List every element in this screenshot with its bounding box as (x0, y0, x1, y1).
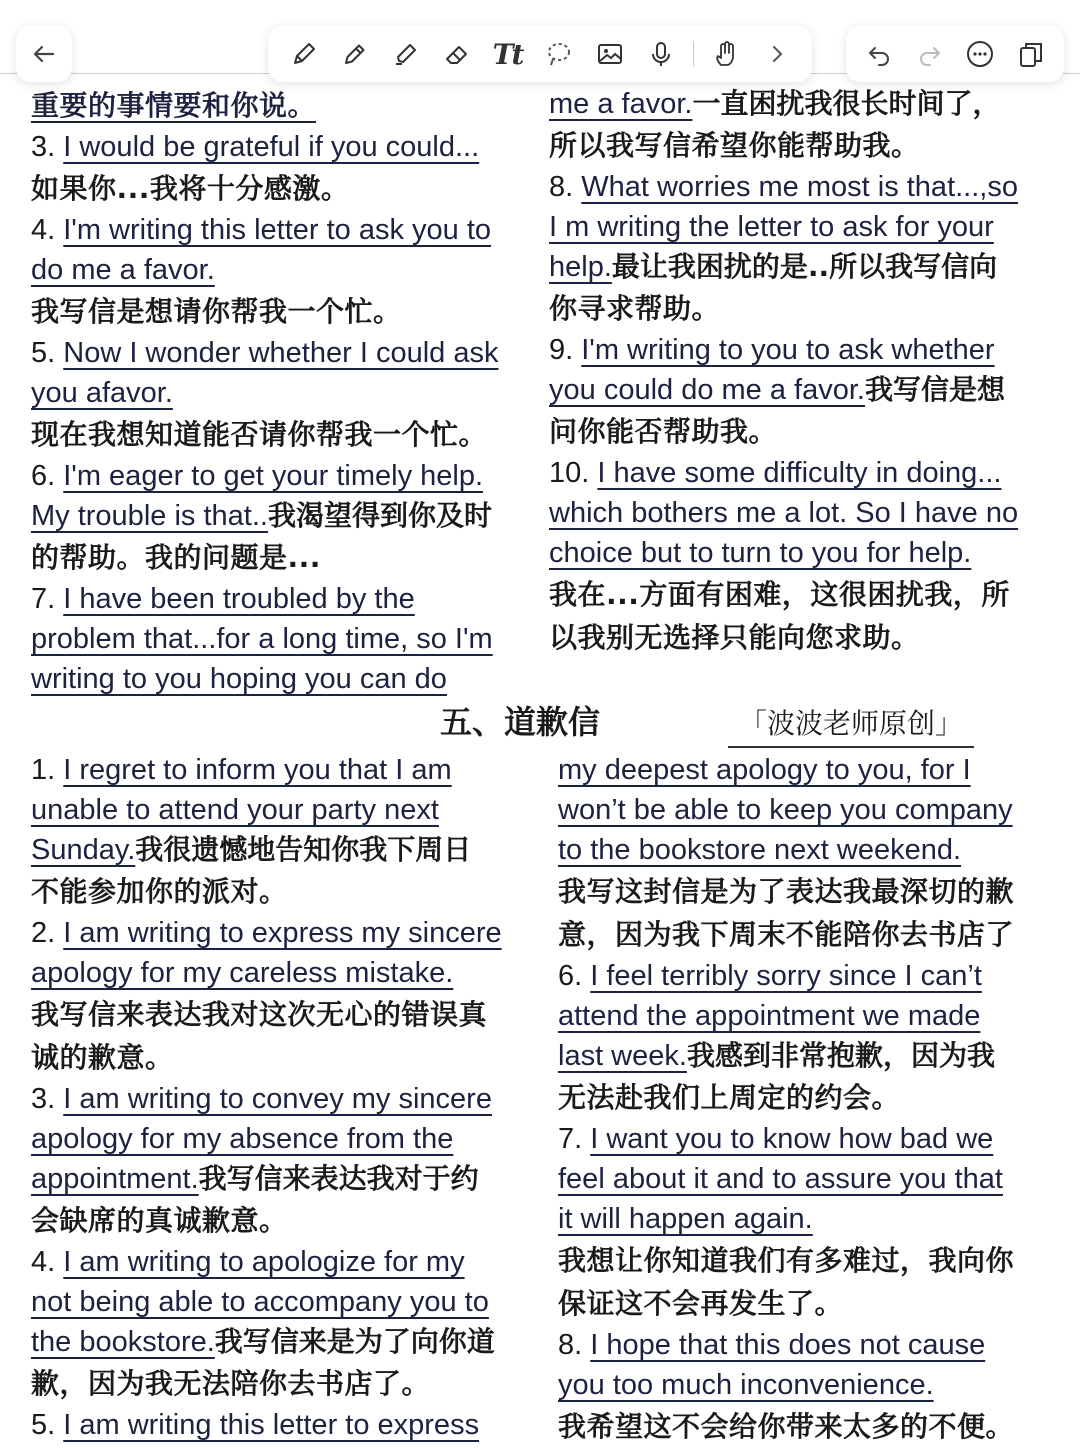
item-number: 3. (31, 131, 56, 163)
item-number: 1. (31, 754, 56, 786)
chinese-line: 以我别无选择只能向您求助。 (549, 621, 920, 654)
english-line (549, 247, 1064, 287)
english-phrase: apology for my absence from the (31, 1123, 454, 1155)
english-phrase: appointment. (31, 1163, 199, 1195)
english-line (31, 1322, 546, 1362)
english-phrase: I am writing to apologize for my (63, 1246, 465, 1278)
text-tool-icon[interactable]: Tt (492, 37, 523, 71)
section-heading: 五、道歉信 (440, 703, 601, 741)
english-line (31, 659, 541, 699)
english-phrase: attend the appointment we made (558, 1000, 981, 1032)
document-actions (846, 26, 1064, 82)
phrase-entry (31, 579, 541, 699)
item-number: 3. (31, 1083, 56, 1115)
chinese-line: 不能参加你的派对。 (31, 875, 288, 908)
more-icon[interactable] (961, 35, 999, 73)
english-phrase: last week. (558, 1040, 687, 1072)
english-phrase: me a favor. (549, 88, 693, 120)
english-line (31, 750, 546, 790)
english-phrase: problem that...for a long time, so I'm (31, 623, 493, 655)
english-phrase: the bookstore. (31, 1326, 215, 1358)
chinese-translation: 我很遗憾地告知你我下周日 (135, 833, 472, 866)
phrase-entry (558, 750, 1068, 956)
english-phrase: my deepest apology to you, for I (558, 754, 971, 786)
highlighter-icon[interactable] (387, 35, 425, 73)
chinese-line (31, 84, 541, 127)
english-phrase: My trouble is that.. (31, 500, 268, 532)
phrase-entry (549, 330, 1064, 453)
chinese-line: 如果你...我将十分感激。 (31, 172, 350, 205)
english-line (31, 250, 541, 290)
chinese-line: 我写信来表达我对这次无心的错误真 (31, 998, 488, 1031)
pen-icon[interactable] (285, 35, 323, 73)
english-line (31, 456, 541, 496)
chinese-line: 我写信是想请你帮我一个忙。 (31, 295, 402, 328)
item-number: 7. (31, 583, 56, 615)
english-line (31, 1159, 546, 1199)
english-line (549, 453, 1064, 493)
chinese-translation: 我渴望得到你及时 (267, 499, 492, 532)
english-phrase: do me a favor. (31, 254, 215, 286)
english-line (558, 956, 1068, 996)
chinese-translation: 最让我困扰的是..所以我写信向 (611, 250, 998, 283)
chinese-translation: 我感到非常抱歉，因为我 (686, 1039, 995, 1072)
pencil-icon[interactable] (336, 35, 374, 73)
item-number: 4. (31, 214, 56, 246)
phrase-entry (31, 1405, 546, 1445)
english-line (31, 1242, 546, 1282)
item-number: 7. (558, 1123, 583, 1155)
english-line (549, 167, 1064, 207)
chinese-line: 我想让你知道我们有多难过，我向你 (558, 1244, 1015, 1277)
english-phrase: apology for my careless mistake. (31, 957, 454, 989)
english-line (31, 790, 546, 830)
item-number: 4. (31, 1246, 56, 1278)
english-phrase: I want you to know how bad we (590, 1123, 994, 1155)
bottom-right-column (558, 750, 1068, 1448)
mixed-line (549, 84, 1064, 124)
item-number: 2. (31, 917, 56, 949)
lasso-icon[interactable] (540, 35, 578, 73)
english-phrase: you afavor. (31, 377, 173, 409)
chinese-line: 会缺席的真诚歉意。 (31, 1204, 288, 1237)
item-number: 6. (558, 960, 583, 992)
chinese-text: 重要的事情要和你说。 (31, 89, 317, 122)
english-line (31, 1119, 546, 1159)
phrase-entry (549, 167, 1064, 330)
english-line (31, 1079, 546, 1119)
item-number: 8. (549, 171, 574, 203)
english-phrase: you could do me a favor. (549, 374, 865, 406)
item-number: 5. (31, 337, 56, 369)
english-line (549, 330, 1064, 370)
english-phrase: which bothers me a lot. So I have no (549, 497, 1019, 529)
bottom-left-column (31, 750, 546, 1445)
english-phrase: won’t be able to keep you company (558, 794, 1013, 826)
english-phrase: you too much inconvenience. (558, 1369, 934, 1401)
english-line (558, 1325, 1068, 1365)
english-line (31, 496, 541, 536)
english-phrase: What worries me most is that...,so (581, 171, 1018, 203)
phrase-entry (31, 210, 541, 333)
item-number: 6. (31, 460, 56, 492)
english-phrase: it will happen again. (558, 1203, 813, 1235)
chinese-translation: 我写信来是为了向你道 (214, 1325, 495, 1358)
english-phrase: unable to attend your party next (31, 794, 439, 826)
chevron-right-icon[interactable] (758, 35, 796, 73)
phrase-entry (31, 750, 546, 913)
english-line (31, 127, 541, 167)
english-phrase: not being able to accompany you to (31, 1286, 489, 1318)
chinese-translation: 我写信来表达我对于约 (198, 1162, 479, 1195)
english-phrase: I am writing this letter to express (63, 1409, 480, 1441)
english-line (31, 1405, 546, 1445)
english-phrase: I am writing to express my sincere (63, 917, 502, 949)
chinese-line: 我在...方面有困难，这很困扰我，所 (549, 578, 1010, 611)
microphone-icon[interactable] (642, 35, 680, 73)
phrase-entry (558, 1119, 1068, 1325)
top-left-column (31, 84, 541, 699)
english-line (558, 1159, 1068, 1199)
english-line (31, 953, 546, 993)
english-phrase: choice but to turn to you for help. (549, 537, 972, 569)
english-line (558, 830, 1068, 870)
chinese-line: 问你能否帮助我。 (549, 415, 778, 448)
chinese-line: 所以我写信希望你能帮助我。 (549, 129, 920, 162)
item-number: 9. (549, 334, 574, 366)
chinese-line: 你寻求帮助。 (549, 292, 721, 325)
english-line (558, 1199, 1068, 1239)
english-phrase: I would be grateful if you could... (63, 131, 480, 163)
english-line (558, 790, 1068, 830)
english-line (31, 210, 541, 250)
item-number: 10. (549, 457, 590, 489)
image-icon[interactable] (591, 35, 629, 73)
english-line (558, 1365, 1068, 1405)
english-phrase: I m writing the letter to ask for your (549, 211, 994, 243)
chinese-line: 我希望这不会给你带来太多的不便。 (558, 1410, 1015, 1443)
english-phrase: writing to you hoping you can do (31, 663, 447, 695)
arrow-left-icon (25, 35, 63, 73)
english-phrase: feel about it and to assure you that (558, 1163, 1003, 1195)
english-phrase: Sunday. (31, 834, 136, 866)
english-line (31, 373, 541, 413)
english-phrase: to the bookstore next weekend. (558, 834, 962, 866)
chinese-line: 现在我想知道能否请你帮我一个忙。 (31, 418, 488, 451)
english-line (31, 830, 546, 870)
undo-icon[interactable] (860, 35, 898, 73)
phrase-entry (31, 913, 546, 1079)
chinese-line: 无法赴我们上周定的约会。 (558, 1081, 901, 1114)
phrase-entry (31, 127, 541, 210)
english-line (558, 750, 1068, 790)
chinese-line: 意，因为我下周末不能陪你去书店了 (558, 918, 1015, 951)
chinese-line: 歉，因为我无法陪你去书店了。 (31, 1367, 431, 1400)
phrase-entry (558, 956, 1068, 1119)
english-line (31, 579, 541, 619)
english-phrase: Now I wonder whether I could ask (63, 337, 499, 369)
phrase-entry (31, 333, 541, 456)
top-right-column (549, 84, 1064, 659)
english-phrase: I feel terribly sorry since I can’t (590, 960, 982, 992)
drawing-toolbar (268, 26, 812, 82)
english-phrase: help. (549, 251, 612, 283)
author-credit: 「波波老师原创」 (728, 702, 974, 748)
english-line (549, 370, 1064, 410)
chinese-translation: 一直困扰我很长时间了， (692, 87, 1001, 120)
phrase-entry (549, 84, 1064, 167)
phrase-entry (558, 1325, 1068, 1448)
english-line (31, 913, 546, 953)
item-number: 8. (558, 1329, 583, 1361)
eraser-icon[interactable] (438, 35, 476, 73)
phrase-entry (31, 84, 541, 127)
english-line (31, 619, 541, 659)
english-line (31, 1282, 546, 1322)
back-button[interactable] (16, 26, 72, 82)
english-phrase: I'm writing this letter to ask you to (63, 214, 492, 246)
english-line (549, 493, 1064, 533)
english-line (558, 1119, 1068, 1159)
toolbar-separator (693, 41, 694, 67)
english-phrase: I regret to inform you that I am (63, 754, 452, 786)
english-line (558, 1036, 1068, 1076)
chinese-translation: 我写信是想 (864, 373, 1005, 406)
english-line (549, 207, 1064, 247)
english-line (558, 996, 1068, 1036)
redo-icon[interactable] (911, 35, 949, 73)
english-phrase: I'm eager to get your timely help. (63, 460, 484, 492)
english-line (549, 533, 1064, 573)
pages-icon[interactable] (1012, 35, 1050, 73)
chinese-line: 的帮助。我的问题是... (31, 541, 321, 574)
phrase-entry (549, 453, 1064, 659)
english-phrase: I have some difficulty in doing... (597, 457, 1002, 489)
english-phrase: I am writing to convey my sincere (63, 1083, 492, 1115)
phrase-entry (31, 1079, 546, 1242)
english-phrase: I'm writing to you to ask whether (581, 334, 995, 366)
chinese-line: 我写这封信是为了表达我最深切的歉 (558, 875, 1015, 908)
item-number: 5. (31, 1409, 56, 1441)
english-phrase: I hope that this does not cause (590, 1329, 986, 1361)
phrase-entry (31, 1242, 546, 1405)
hand-draw-icon[interactable] (707, 35, 745, 73)
chinese-line: 诚的歉意。 (31, 1041, 174, 1074)
chinese-line: 保证这不会再发生了。 (558, 1287, 844, 1320)
phrase-entry (31, 456, 541, 579)
english-phrase: I have been troubled by the (63, 583, 415, 615)
english-line (31, 333, 541, 373)
